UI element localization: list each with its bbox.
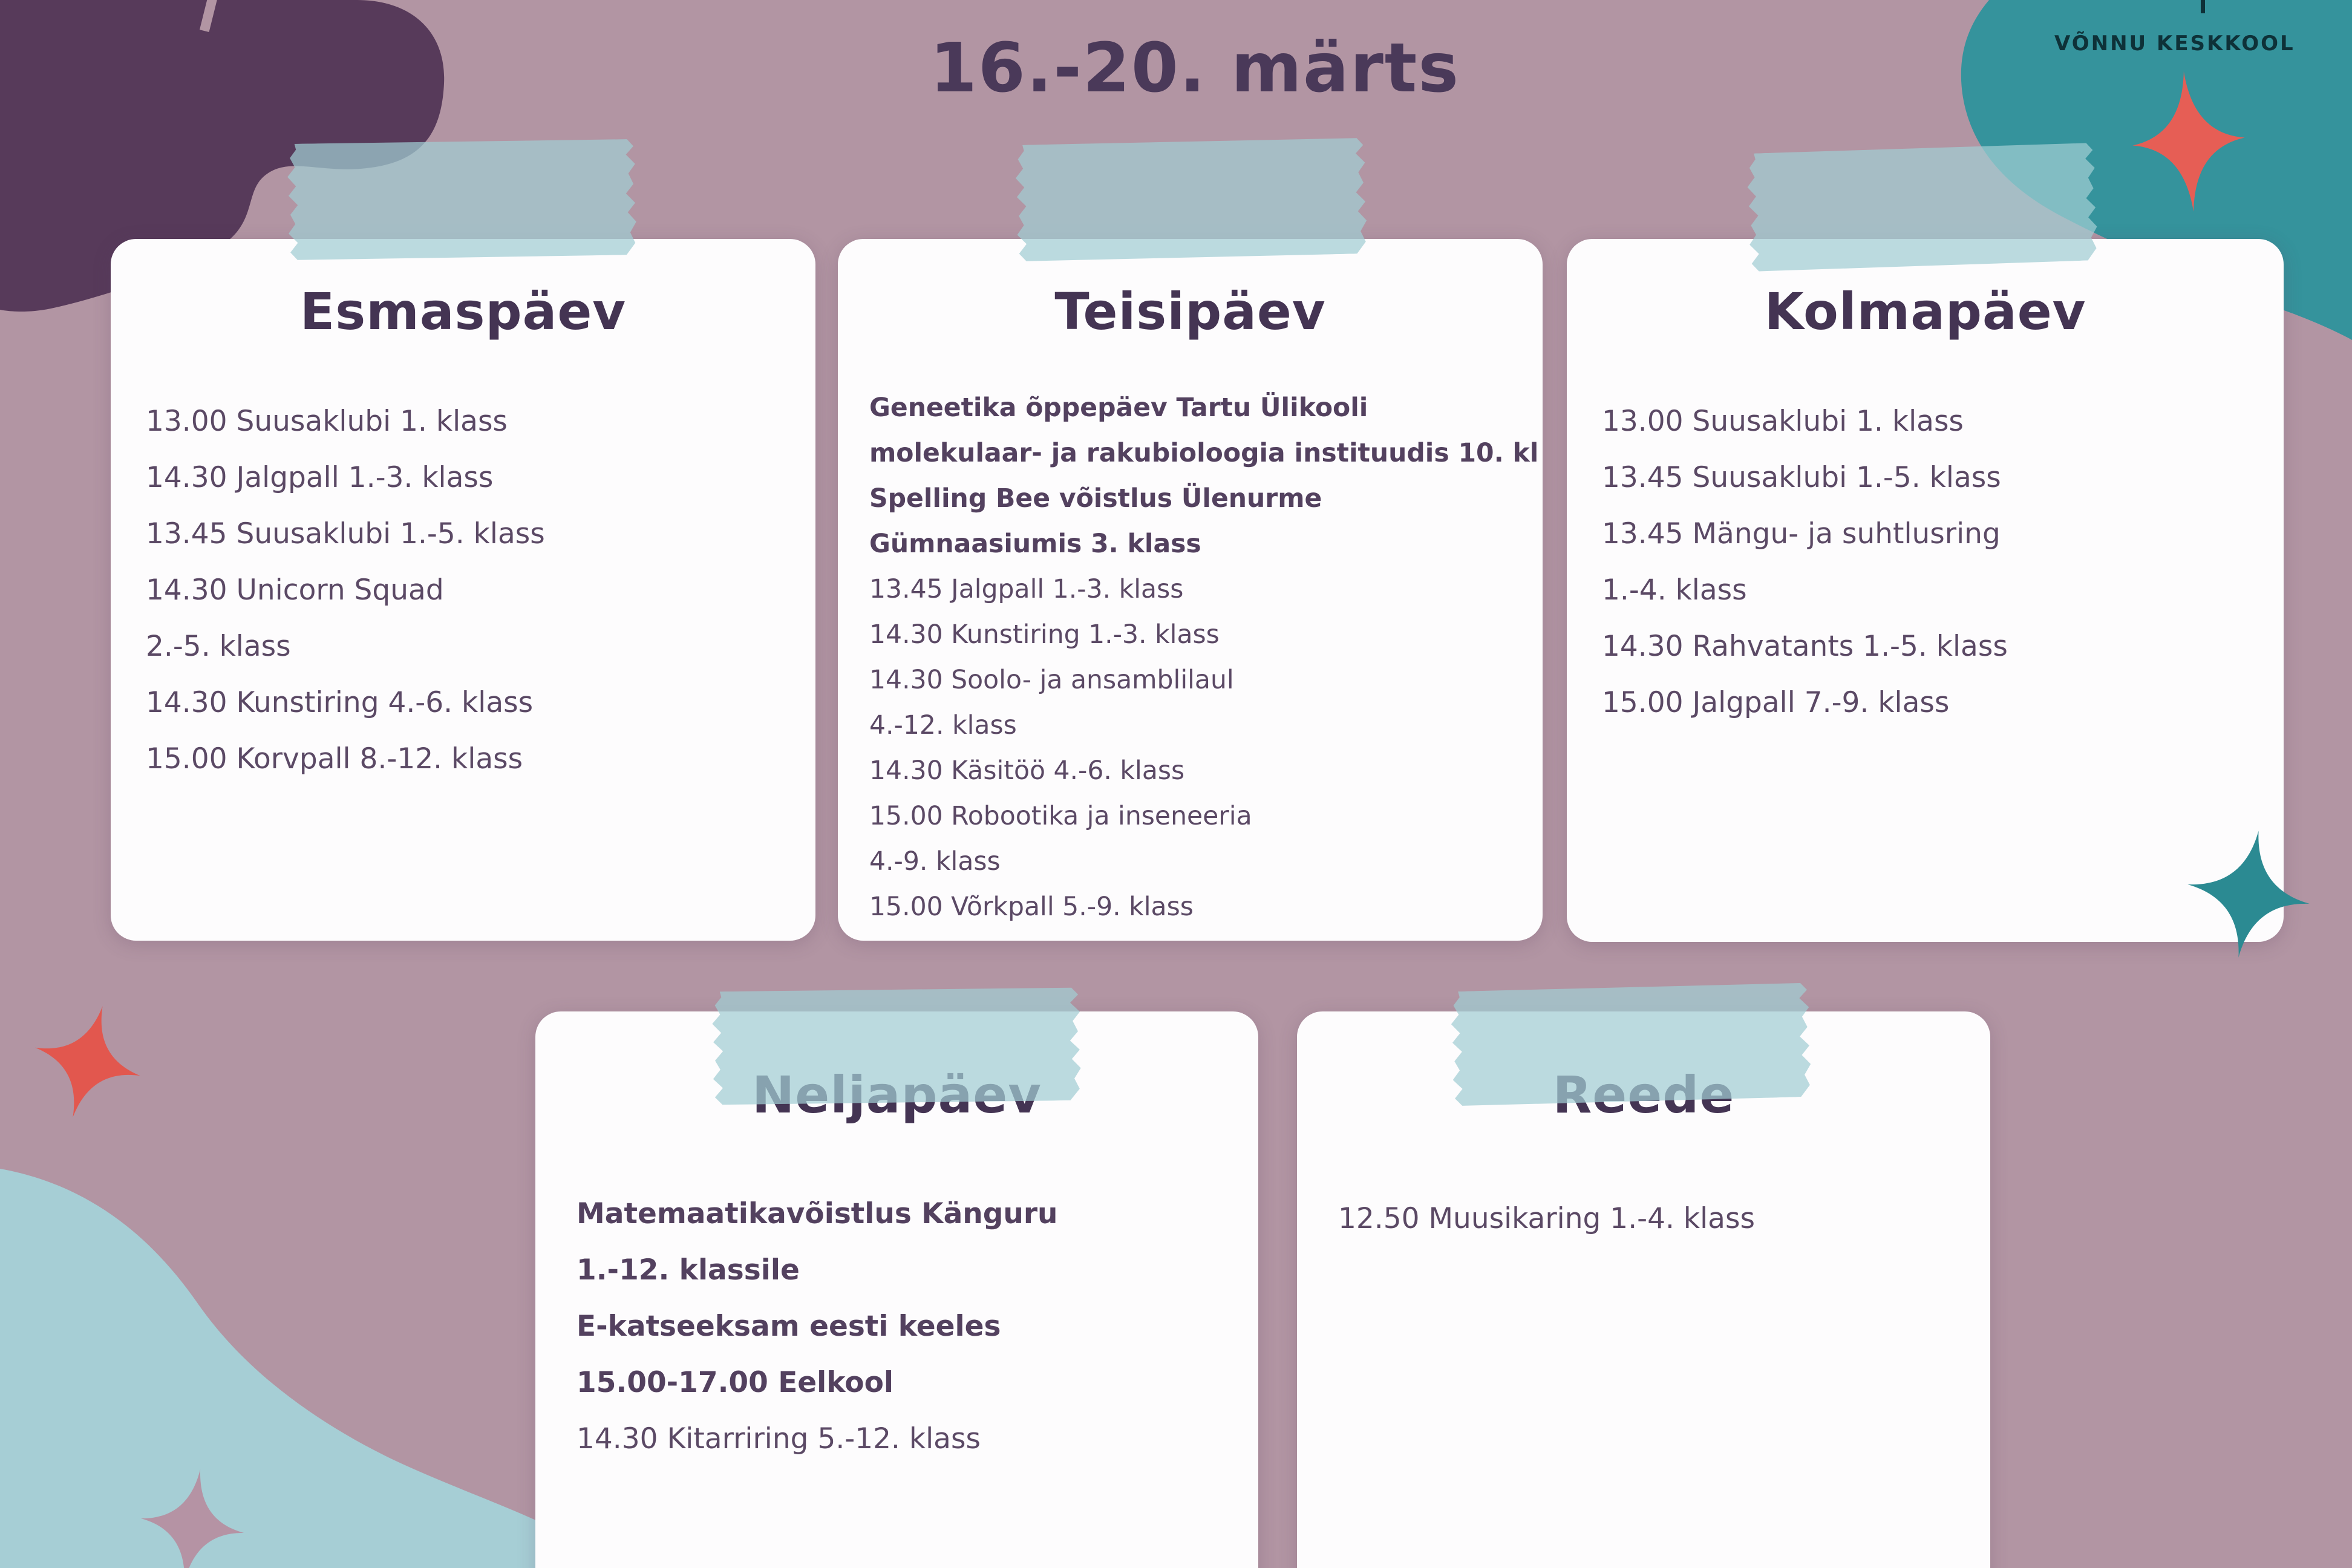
schedule-line: 14.30 Kitarriring 5.-12. klass [577, 1422, 981, 1455]
schedule-line: Gümnaasiumis 3. klass [869, 529, 1201, 559]
day-title: Esmaspäev [299, 282, 627, 341]
schedule-line: 13.45 Mängu- ja suhtlusring [1602, 517, 2001, 550]
schedule-line: molekulaar- ja rakubioloogia instituudis 10. kl [869, 439, 1539, 468]
schedule-list [111, 393, 815, 787]
schedule-line: 14.30 Soolo- ja ansamblilaul [869, 665, 1234, 695]
schedule-line: Matemaatikavõistlus Känguru [577, 1197, 1058, 1230]
schedule-list [838, 385, 1543, 930]
washi-tape-thursday [711, 985, 1081, 1107]
schedule-line: 15.00 Võrkpall 5.-9. klass [869, 892, 1194, 922]
page-title: 16.-20. märts [929, 29, 1460, 108]
schedule-line: 14.30 Kunstiring 4.-6. klass [146, 686, 534, 719]
schedule-line: 13.45 Suusaklubi 1.-5. klass [146, 517, 545, 550]
sparkle-icon-coral-top-right [2128, 68, 2250, 215]
schedule-line: 2.-5. klass [146, 630, 291, 663]
schedule-line: 12.50 Muusikaring 1.-4. klass [1338, 1202, 1755, 1235]
day-title: Kolmapäev [1764, 282, 2086, 341]
schedule-line: 4.-12. klass [869, 711, 1017, 740]
schedule-line: 13.45 Suusaklubi 1.-5. klass [1602, 461, 2001, 494]
schedule-line: 4.-9. klass [869, 847, 1001, 877]
washi-tape-friday [1450, 981, 1812, 1108]
logo-mark-icon [2201, 0, 2205, 13]
schedule-line: 15.00 Korvpall 8.-12. klass [146, 742, 523, 776]
schedule-list [1567, 393, 2284, 731]
schedule-list [535, 1186, 1258, 1467]
blob-bottom-left [0, 1161, 605, 1568]
schedule-line: 1.-4. klass [1602, 573, 1747, 607]
washi-tape-tuesday [1014, 136, 1367, 263]
washi-tape-wednesday [1746, 140, 2098, 273]
schedule-line: E-katseeksam eesti keeles [577, 1310, 1001, 1343]
schedule-line: 14.30 Käsitöö 4.-6. klass [869, 756, 1185, 786]
sparkle-icon-teal-right [2178, 821, 2320, 967]
sparkle-icon-coral-left [20, 992, 155, 1131]
schedule-line: 14.30 Rahvatants 1.-5. klass [1602, 630, 2008, 663]
schedule-line: 13.00 Suusaklubi 1. klass [146, 405, 508, 438]
schedule-line: 13.00 Suusaklubi 1. klass [1602, 405, 1964, 438]
card-wednesday [1567, 239, 2284, 942]
schedule-line: 15.00 Jalgpall 7.-9. klass [1602, 686, 1950, 719]
sparkle-icon-mauve-bottom-left [133, 1462, 252, 1568]
schedule-line: 14.30 Jalgpall 1.-3. klass [146, 461, 494, 494]
schedule-line: 15.00-17.00 Eelkool [577, 1366, 893, 1399]
schedule-line: Geneetika õppepäev Tartu Ülikooli [869, 393, 1368, 423]
schedule-line: 15.00 Robootika ja inseneeria [869, 802, 1252, 831]
card-monday [111, 239, 815, 941]
schedule-line: Spelling Bee võistlus Ülenurme [869, 484, 1322, 514]
schedule-list [1297, 1191, 1990, 1247]
card-tuesday [838, 239, 1543, 941]
school-logo: VÕNNU KESKKOOL [2054, 31, 2295, 56]
schedule-line: 1.-12. klassile [577, 1253, 800, 1287]
schedule-line: 13.45 Jalgpall 1.-3. klass [869, 575, 1184, 604]
day-title: Teisipäev [1054, 282, 1326, 341]
washi-tape-monday [287, 137, 637, 262]
schedule-line: 14.30 Unicorn Squad [146, 573, 444, 607]
schedule-line: 14.30 Kunstiring 1.-3. klass [869, 620, 1220, 650]
